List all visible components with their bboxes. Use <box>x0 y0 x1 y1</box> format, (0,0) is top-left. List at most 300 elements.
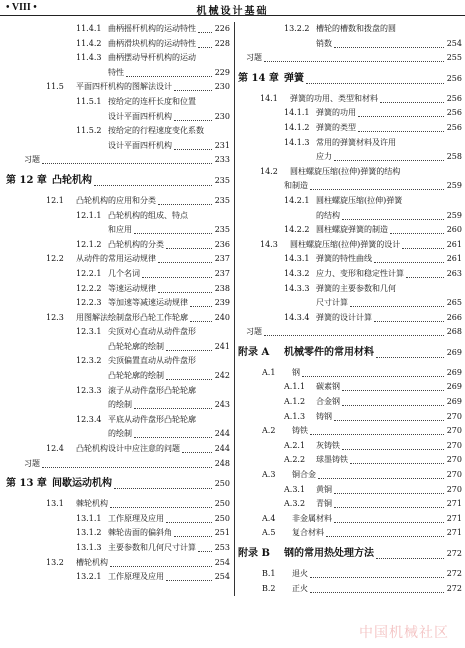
toc-number: 12.2.3 <box>76 298 102 308</box>
toc-entry[interactable] <box>238 267 462 282</box>
toc-entry[interactable] <box>238 497 462 512</box>
toc-label: 常用的弹簧材料及许用 <box>316 137 396 147</box>
toc-page-number: 244 <box>213 442 230 457</box>
toc-chapter[interactable] <box>6 473 230 495</box>
leader-dots <box>134 436 212 438</box>
toc-entry[interactable] <box>238 209 462 224</box>
toc-label: 青铜 <box>316 499 332 509</box>
toc-number: 12.1.1 <box>76 210 102 220</box>
leader-dots <box>358 115 444 117</box>
toc-number: 11.4.1 <box>76 24 102 33</box>
toc-label: 复合材料 <box>292 528 324 538</box>
toc-page-number: 254 <box>213 570 230 585</box>
toc-column-left <box>6 22 230 585</box>
toc-entry[interactable] <box>238 296 462 311</box>
toc-number: 12.1.2 <box>76 239 102 249</box>
toc-label: 按给定的连杆长度和位置 <box>108 96 196 106</box>
page-header <box>0 0 465 18</box>
toc-page-number: 270 <box>445 424 462 439</box>
leader-dots <box>264 60 444 62</box>
toc-label: 曲柄滑块机构的运动特性 <box>108 38 196 48</box>
toc-number: 附录 B <box>238 548 270 559</box>
leader-dots <box>166 579 212 581</box>
toc-label: 弹簧 <box>284 72 304 84</box>
toc-label: 尖顶对心直动从动件盘形 <box>108 327 196 337</box>
column-divider <box>234 22 235 596</box>
toc-entry[interactable] <box>238 424 462 439</box>
toc-page-number: 259 <box>445 209 462 224</box>
toc-label: 机械零件的常用材料 <box>284 346 374 358</box>
toc-page-number: 255 <box>445 51 462 66</box>
toc-number: 14.3.4 <box>284 312 310 322</box>
leader-dots <box>42 466 212 468</box>
toc-entry[interactable] <box>6 194 230 209</box>
toc-entry[interactable] <box>6 427 230 442</box>
leader-dots <box>334 46 444 48</box>
toc-number: A.1.3 <box>284 411 306 421</box>
leader-dots <box>306 82 444 84</box>
toc-label: 习题 <box>24 458 40 468</box>
leader-dots <box>190 320 212 322</box>
toc-label: 滚子从动件盘形凸轮轮廓 <box>108 385 196 395</box>
toc-entry[interactable] <box>6 51 230 66</box>
toc-page-number: 228 <box>213 37 230 52</box>
toc-label: 棘轮齿面的偏斜角 <box>108 528 172 538</box>
toc-label: 弹簧的功用、类型和材料 <box>290 93 378 103</box>
toc-number: A.5 <box>262 528 276 538</box>
toc-page-number: 243 <box>213 398 230 413</box>
toc-number: A.1.2 <box>284 397 306 407</box>
toc-page-number: 263 <box>445 267 462 282</box>
toc-page-number: 236 <box>213 238 230 253</box>
toc-label: 圆柱螺旋压缩(拉伸)弹簧 <box>316 195 403 205</box>
toc-entry[interactable] <box>238 453 462 468</box>
toc-entry[interactable] <box>238 106 462 121</box>
leader-dots <box>326 535 444 537</box>
toc-page-number: 272 <box>445 582 462 597</box>
toc-label: 弹簧的设计计算 <box>316 312 372 322</box>
toc-number: 14.3.1 <box>284 254 310 264</box>
toc-label: 特性 <box>108 67 124 77</box>
toc-entry[interactable] <box>238 582 462 597</box>
toc-number: 第 13 章 <box>6 478 47 490</box>
toc-chapter[interactable] <box>6 170 230 192</box>
toc-entry[interactable] <box>6 398 230 413</box>
toc-label: 槽轮的槽数和拨盘的圆 <box>316 24 396 33</box>
toc-page-number: 260 <box>445 223 462 238</box>
toc-page-number: 229 <box>213 66 230 81</box>
toc-entry[interactable] <box>6 457 230 472</box>
toc-page-number: 241 <box>213 340 230 355</box>
page-number: • VIII • <box>6 2 37 13</box>
toc-page-number: 233 <box>213 153 230 168</box>
toc-number: 12.2.2 <box>76 283 102 293</box>
toc-page-number: 268 <box>445 325 462 340</box>
leader-dots <box>182 451 212 453</box>
toc-label: 弹簧的特性曲线 <box>316 254 372 264</box>
toc-page-number: 230 <box>213 110 230 125</box>
toc-label: 曲柄摆动导杆机构的运动 <box>108 53 196 63</box>
toc-label: 凸轮机构的分类 <box>108 239 164 249</box>
toc-label: 凸轮轮廓的绘制 <box>108 341 164 351</box>
toc-page-number: 256 <box>445 121 462 136</box>
toc-number: 12.2.1 <box>76 268 102 278</box>
toc-entry[interactable] <box>6 153 230 168</box>
toc-entry[interactable] <box>238 121 462 136</box>
toc-number: 14.1 <box>260 93 278 103</box>
toc-label: 的绘制 <box>108 429 132 439</box>
leader-dots <box>350 305 444 307</box>
toc-label: 几个名词 <box>108 268 140 278</box>
toc-label: 习题 <box>246 53 262 63</box>
toc-entry[interactable] <box>6 110 230 125</box>
toc-entry[interactable] <box>238 311 462 326</box>
toc-entry[interactable] <box>6 354 230 369</box>
toc-label: 销数 <box>316 38 332 48</box>
leader-dots <box>198 46 212 48</box>
leader-dots <box>310 188 444 190</box>
toc-number: A.1 <box>262 367 276 377</box>
toc-entry[interactable] <box>238 37 462 52</box>
leader-dots <box>310 591 444 593</box>
leader-dots <box>302 375 444 377</box>
toc-page-number: 230 <box>213 80 230 95</box>
toc-page-number: 272 <box>445 543 462 565</box>
toc-label: 凸轮机构的应用和分类 <box>76 195 156 205</box>
toc-entry[interactable] <box>238 567 462 582</box>
toc-number: 14.1.3 <box>284 137 310 147</box>
leader-dots <box>126 75 212 77</box>
toc-entry[interactable] <box>6 66 230 81</box>
toc-label: 退火 <box>292 569 308 578</box>
toc-entry[interactable] <box>6 223 230 238</box>
toc-page-number: 256 <box>445 92 462 107</box>
leader-dots <box>134 407 212 409</box>
toc-label: 圆柱螺旋压缩(拉伸)弹簧的结构 <box>290 166 401 176</box>
toc-page-number: 271 <box>445 526 462 541</box>
leader-dots <box>190 305 212 307</box>
toc-number: 13.2.1 <box>76 572 102 582</box>
toc-entry[interactable] <box>6 95 230 110</box>
toc-page-number: 261 <box>445 238 462 253</box>
toc-entry[interactable] <box>6 541 230 556</box>
leader-dots <box>310 433 444 435</box>
toc-label: 设计平面四杆机构 <box>108 111 172 121</box>
toc-column-right <box>238 22 462 596</box>
leader-dots <box>374 261 444 263</box>
toc-number: A.2.1 <box>284 440 306 450</box>
toc-number: A.4 <box>262 513 276 523</box>
toc-number: 11.5.1 <box>76 96 102 106</box>
toc-label: 按给定的行程速度变化系数 <box>108 126 204 136</box>
leader-dots <box>358 130 444 132</box>
toc-label: 从动件的常用运动规律 <box>76 254 156 264</box>
toc-label: 的绘制 <box>108 400 132 410</box>
toc-entry[interactable] <box>238 252 462 267</box>
toc-page-number: 259 <box>445 179 462 194</box>
toc-label: 圆柱螺旋压缩(拉伸)弹簧的设计 <box>290 239 401 249</box>
toc-entry[interactable] <box>6 570 230 585</box>
toc-page-number: 239 <box>213 296 230 311</box>
toc-label: 钢的常用热处理方法 <box>284 548 374 559</box>
toc-number: 11.4.2 <box>76 38 102 48</box>
leader-dots <box>166 349 212 351</box>
toc-chapter[interactable] <box>238 68 462 90</box>
toc-entry[interactable] <box>6 442 230 457</box>
toc-entry[interactable] <box>238 194 462 209</box>
toc-number: 14.3.3 <box>284 283 310 293</box>
toc-label: 铸钢 <box>316 411 332 421</box>
toc-entry[interactable] <box>238 22 462 37</box>
toc-page-number: 270 <box>445 468 462 483</box>
leader-dots <box>166 521 212 523</box>
toc-entry[interactable] <box>6 340 230 355</box>
toc-label: 平底从动件盘形凸轮轮廓 <box>108 414 196 424</box>
toc-page-number: 266 <box>445 311 462 326</box>
toc-entry[interactable] <box>6 512 230 527</box>
leader-dots <box>390 232 444 234</box>
leader-dots <box>376 356 444 358</box>
toc-entry[interactable] <box>6 252 230 267</box>
toc-number: 11.5.2 <box>76 126 102 136</box>
toc-number: 13.1.3 <box>76 543 102 552</box>
leader-dots <box>174 89 212 91</box>
toc-label: 弹簧的主要参数和几何 <box>316 283 396 293</box>
toc-label: 习题 <box>246 327 262 337</box>
leader-dots <box>142 276 212 278</box>
leader-dots <box>42 162 212 164</box>
toc-entry[interactable] <box>6 37 230 52</box>
toc-label: 凸轮机构 <box>52 174 92 186</box>
toc-page-number: 269 <box>445 380 462 395</box>
toc-entry[interactable] <box>6 311 230 326</box>
toc-label: 球墨铸铁 <box>316 455 348 465</box>
header-rule <box>0 15 465 16</box>
leader-dots <box>342 218 444 220</box>
toc-page-number: 251 <box>213 526 230 541</box>
toc-entry[interactable] <box>238 366 462 381</box>
leader-dots <box>158 291 212 293</box>
leader-dots <box>380 101 444 103</box>
toc-entry[interactable] <box>238 282 462 297</box>
toc-page-number: 244 <box>213 427 230 442</box>
leader-dots <box>334 159 444 161</box>
toc-number: 14.2 <box>260 166 278 176</box>
toc-number: 12.3.1 <box>76 327 102 337</box>
toc-number: 12.4 <box>46 444 64 454</box>
toc-label: 习题 <box>24 155 40 165</box>
toc-entry[interactable] <box>6 267 230 282</box>
toc-number: 14.3.2 <box>284 268 310 278</box>
leader-dots <box>310 576 444 578</box>
toc-entry[interactable] <box>238 92 462 107</box>
toc-label: 尺寸计算 <box>316 298 348 308</box>
toc-page-number: 270 <box>445 410 462 425</box>
leader-dots <box>94 184 212 186</box>
leader-dots <box>264 334 444 336</box>
toc-page-number: 272 <box>445 567 462 582</box>
leader-dots <box>158 261 212 263</box>
toc-page-number: 256 <box>445 106 462 121</box>
toc-number: 第 12 章 <box>6 174 47 186</box>
toc-label: 设计平面四杆机构 <box>108 140 172 150</box>
toc-page-number: 240 <box>213 311 230 326</box>
toc-number: 12.1 <box>46 195 64 205</box>
toc-number: 13.2 <box>46 557 64 567</box>
toc-label: 铜合金 <box>292 470 316 480</box>
leader-dots <box>334 492 444 494</box>
toc-label: 主要参数和几何尺寸计算 <box>108 543 196 552</box>
toc-number: 13.2.2 <box>284 24 310 33</box>
toc-page-number: 265 <box>445 296 462 311</box>
toc-page-number: 235 <box>213 223 230 238</box>
toc-label: 间歇运动机构 <box>52 478 112 490</box>
toc-number: 12.3 <box>46 312 64 322</box>
toc-entry[interactable] <box>238 51 462 66</box>
toc-entry[interactable] <box>6 296 230 311</box>
toc-entry[interactable] <box>6 325 230 340</box>
toc-entry[interactable] <box>238 512 462 527</box>
toc-entry[interactable] <box>6 22 230 37</box>
leader-dots <box>342 389 444 391</box>
toc-page-number: 238 <box>213 282 230 297</box>
toc-label: 凸轮机构设计中应注意的问题 <box>76 444 180 454</box>
toc-entry[interactable] <box>238 165 462 180</box>
toc-number: A.2.2 <box>284 455 306 465</box>
leader-dots <box>110 565 212 567</box>
toc-number: A.3 <box>262 470 276 480</box>
toc-entry[interactable] <box>238 395 462 410</box>
toc-label: 凸轮机构的组成、特点 <box>108 210 188 220</box>
toc-page-number: 269 <box>445 395 462 410</box>
toc-entry[interactable] <box>238 468 462 483</box>
toc-page-number: 237 <box>213 267 230 282</box>
toc-page-number: 250 <box>213 512 230 527</box>
leader-dots <box>342 404 444 406</box>
leader-dots <box>374 320 444 322</box>
toc-entry[interactable] <box>238 136 462 151</box>
toc-number: 14.3 <box>260 239 278 249</box>
toc-number: 第 14 章 <box>238 72 279 84</box>
toc-label: 槽轮机构 <box>76 557 108 567</box>
toc-entry[interactable] <box>238 238 462 253</box>
toc-label: 弹簧的类型 <box>316 122 356 132</box>
toc-label: 灰铸铁 <box>316 440 340 450</box>
leader-dots <box>174 119 212 121</box>
toc-page-number: 226 <box>213 22 230 37</box>
toc-page-number: 237 <box>213 252 230 267</box>
toc-entry[interactable] <box>238 526 462 541</box>
toc-entry[interactable] <box>6 124 230 139</box>
toc-entry[interactable] <box>6 526 230 541</box>
toc-entry[interactable] <box>238 483 462 498</box>
toc-entry[interactable] <box>6 139 230 154</box>
toc-label: 曲柄摇杆机构的运动特性 <box>108 24 196 33</box>
toc-entry[interactable] <box>238 325 462 340</box>
leader-dots <box>198 31 212 33</box>
toc-label: 和应用 <box>108 225 132 235</box>
toc-entry[interactable] <box>238 380 462 395</box>
leader-dots <box>406 276 444 278</box>
toc-page-number: 231 <box>213 139 230 154</box>
toc-entry[interactable] <box>6 209 230 224</box>
toc-entry[interactable] <box>6 369 230 384</box>
leader-dots <box>318 477 444 479</box>
toc-number: B.1 <box>262 569 276 578</box>
toc-label: 和制造 <box>284 181 308 191</box>
toc-entry[interactable] <box>238 410 462 425</box>
toc-number: 11.5 <box>46 82 64 92</box>
toc-entry[interactable] <box>6 497 230 512</box>
leader-dots <box>158 203 212 205</box>
toc-page-number: 261 <box>445 252 462 267</box>
toc-entry[interactable] <box>6 556 230 571</box>
toc-label: 凸轮轮廓的绘制 <box>108 371 164 381</box>
leader-dots <box>110 506 212 508</box>
toc-number: A.1.1 <box>284 382 306 392</box>
leader-dots <box>334 419 444 421</box>
toc-number: A.3.2 <box>284 499 306 509</box>
toc-label: 平面四杆机构的图解法设计 <box>76 82 172 92</box>
toc-number: A.3.1 <box>284 484 306 494</box>
toc-page-number: 254 <box>213 556 230 571</box>
toc-label: 钢 <box>292 367 300 377</box>
toc-number: 13.1.2 <box>76 528 102 538</box>
leader-dots <box>174 148 212 150</box>
toc-page-number: 271 <box>445 497 462 512</box>
toc-page-number: 270 <box>445 453 462 468</box>
toc-label: 正火 <box>292 583 308 593</box>
toc-page-number: 235 <box>213 170 230 192</box>
toc-entry[interactable] <box>6 282 230 297</box>
toc-page-number: 254 <box>445 37 462 52</box>
toc-label: 弹簧的功用 <box>316 108 356 118</box>
toc-page-number: 253 <box>213 541 230 556</box>
toc-entry[interactable] <box>6 238 230 253</box>
toc-page-number: 242 <box>213 369 230 384</box>
toc-entry[interactable] <box>6 80 230 95</box>
toc-number: 12.2 <box>46 254 64 264</box>
toc-entry[interactable] <box>238 179 462 194</box>
toc-chapter[interactable] <box>238 543 462 565</box>
toc-label: 圆柱螺旋弹簧的制造 <box>316 225 388 235</box>
toc-entry[interactable] <box>6 413 230 428</box>
leader-dots <box>334 521 444 523</box>
toc-number: 14.1.1 <box>284 108 310 118</box>
toc-entry[interactable] <box>238 439 462 454</box>
toc-page-number: 256 <box>445 68 462 90</box>
toc-number: 14.1.2 <box>284 122 310 132</box>
toc-label: 工作原理及应用 <box>108 572 164 582</box>
toc-page-number: 270 <box>445 483 462 498</box>
leader-dots <box>134 232 212 234</box>
toc-entry[interactable] <box>6 384 230 399</box>
toc-number: 12.3.3 <box>76 385 102 395</box>
toc-number: 附录 A <box>238 346 270 358</box>
toc-label: 尖顶偏置直动从动件盘形 <box>108 356 196 366</box>
toc-entry[interactable] <box>238 150 462 165</box>
toc-label: 非金属材料 <box>292 513 332 523</box>
toc-label: 黄铜 <box>316 484 332 494</box>
toc-label: 合金钢 <box>316 397 340 407</box>
toc-number: 11.4.3 <box>76 53 102 63</box>
toc-chapter[interactable] <box>238 342 462 364</box>
toc-number: B.2 <box>262 583 276 593</box>
toc-label: 碳素钢 <box>316 382 340 392</box>
toc-number: 13.1 <box>46 499 64 509</box>
toc-entry[interactable] <box>238 223 462 238</box>
toc-label: 棘轮机构 <box>76 499 108 509</box>
